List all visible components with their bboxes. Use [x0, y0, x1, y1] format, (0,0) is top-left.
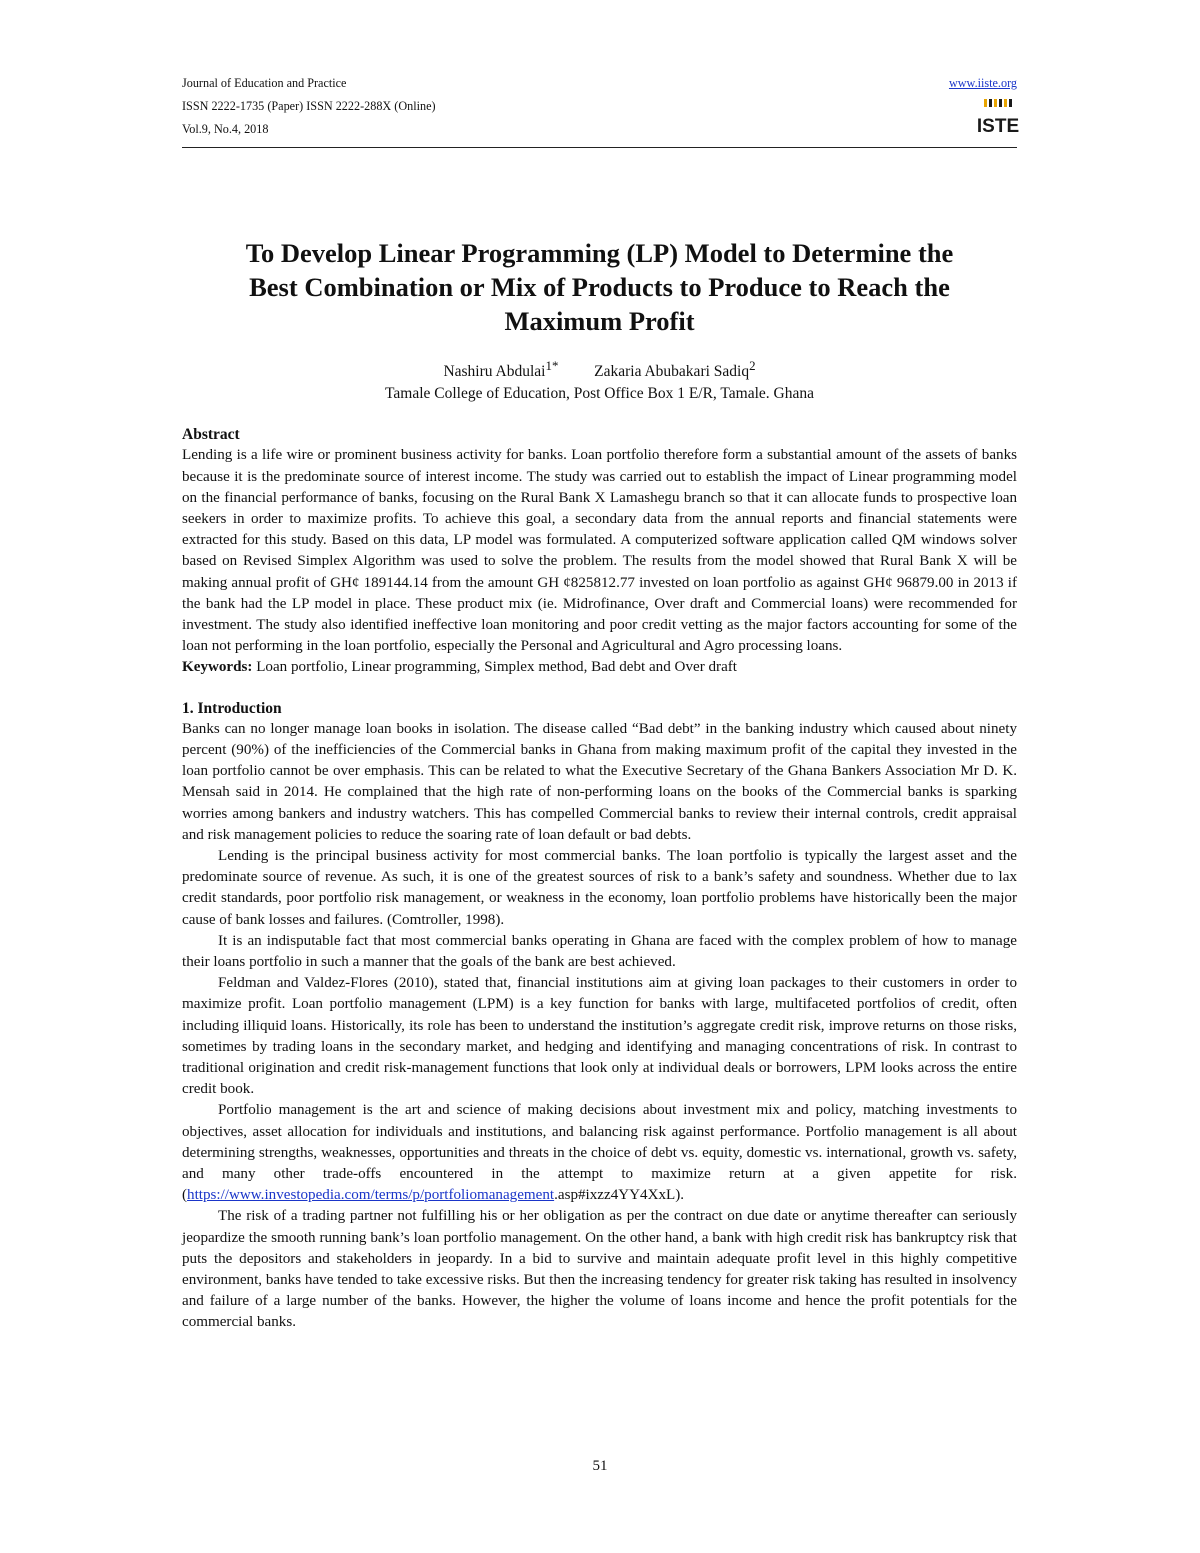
author-2-sup: 2	[749, 358, 756, 373]
intro-paragraph-5	[182, 1100, 1017, 1206]
journal-header	[182, 72, 1020, 144]
investopedia-link[interactable]: https://www.investopedia.com/terms/p/portfoliomanagement	[187, 1187, 555, 1204]
abstract-text: Lending is a life wire or prominent business activity for banks. Loan portfolio therefore form a substantial amount of the assets of banks because it is the predominate source of interest income. The study was carried out to establish the impact of Linear programming model on the financial performance of banks, focusing on the Rural Bank X Lamashegu branch so that it can allocate funds to prospective loan seekers in order to maximize profits. To achieve this goal, a secondary data from the annual reports and financial statements were extracted for this study. Based on this data, LP model was formulated. A computerized software application called QM windows solver based on Revised Simplex Algorithm was used to solve the problem. The results from the model showed that Rural Bank X will be making annual profit of GH¢ 189144.14 from the amount GH ¢825812.77 invested on loan portfolio as against GH¢ 96879.00 in 2013 if the bank had the LP model in place. These product mix (ie. Midrofinance, Over draft and Commercial loans) were recommended for investment. The study also identified ineffective loan monitoring and poor credit vetting as the major factors accounting for some of the loan not performing in the loan portfolio, especially the Personal and Agricultural and Agro processing loans.	[182, 447, 1017, 655]
journal-info	[182, 72, 436, 141]
intro-paragraph-2: Lending is the principal business activity for most commercial banks. The loan portfolio is typically the largest asset and the predominate source of revenue. As such, it is one of the greatest sources of risk to a bank’s safety and soundness. Whether due to lax credit standards, poor portfolio risk management, or weakness in the economy, loan portfolio problems have historically been the major cause of bank losses and failures. (Comtroller, 1998).	[182, 848, 1017, 928]
page-number: 51	[592, 1458, 608, 1474]
author-2: Zakaria Abubakari Sadiq	[594, 363, 750, 381]
affiliation: Tamale College of Education, Post Office Box 1 E/R, Tamale. Ghana	[385, 385, 814, 403]
intro-paragraph-5-text: Portfolio management is the art and science of making decisions about investment mix and policy, matching investments to objectives, asset allocation for individuals and institutions, and balancing risk against performance. Portfolio management is all about determining strengths, weaknesses, opportunities and threats in the choice of debt vs. equity, domestic vs. international, growth vs. safety, and many other trade-offs encountered in the attempt to maximize return at a given appetite for risk.	[182, 1102, 1017, 1183]
author-1-sup: 1*	[545, 358, 559, 373]
abstract-heading: Abstract	[182, 426, 240, 444]
journal-name: Journal of Education and Practice	[182, 76, 347, 90]
journal-url-link[interactable]: www.iiste.org	[948, 76, 1017, 90]
citation-tail: .asp#ixzz4YY4XxL).	[554, 1187, 685, 1204]
keywords-label: Keywords:	[182, 659, 253, 676]
header-rule	[182, 147, 1017, 148]
author-line	[182, 355, 1017, 383]
section-heading-introduction: 1. Introduction	[182, 699, 282, 717]
intro-paragraph-3: It is an indisputable fact that most commercial banks operating in Ghana are faced with the complex problem of how to manage their loans portfolio in such a manner that the goals of the bank are best achieved.	[182, 932, 1017, 971]
keywords-text: Loan portfolio, Linear programming, Simplex method, Bad debt and Over draft	[252, 659, 737, 676]
intro-paragraph-6: The risk of a trading partner not fulfilling his or her obligation as per the contract on due date or anytime thereafter can seriously jeopardize the smooth running bank’s loan portfolio management. On the other hand, a bank with high credit risk has bankruptcy risk that puts the depositors and stakeholders in jeopardy. In a bid to survive and maintain adequate profit level in this highly competitive environment, banks have tended to take excessive risks. But then the increasing tendency for greater risk taking has resulted in insolvency and failure of a large number of the banks. However, the higher the volume of loans income and hence the profit potentials for the commercial banks.	[182, 1208, 1017, 1331]
paper-page	[182, 72, 1020, 1334]
journal-issn: ISSN 2222-1735 (Paper) ISSN 2222-288X (Online)	[182, 99, 436, 113]
journal-volume: Vol.9, No.4, 2018	[182, 122, 269, 136]
intro-paragraph-1: Banks can no longer manage loan books in isolation. The disease called “Bad debt” in the banking industry which caused about ninety percent (90%) of the inefficiencies of the Commercial banks in Ghana from making maximum profit of the capital they invested in the loan portfolio cannot be over emphasis. This can be related to what the Executive Secretary of the Ghana Bankers Association Mr D. K. Mensah said in 2014. He complained that the high rate of non-performing loans on the books of the Commercial banks is sparking worries among bankers and industry watchers. This has compelled Commercial banks to review their internal controls, credit appraisal and risk management policies to reduce the soaring rate of loan default or bad debts.	[182, 720, 1017, 843]
keywords-line	[182, 657, 1017, 678]
citation-open: (	[182, 1187, 188, 1204]
paper-title: To Develop Linear Programming (LP) Model to Determine the Best Combination or Mix of Products to Produce to Reach the Maximum Profit	[245, 238, 954, 336]
iiste-logo-icon	[976, 98, 1020, 137]
intro-paragraph-4: Feldman and Valdez-Flores (2010), stated that, financial institutions aim at giving loan packages to their customers in order to maximize profit. Loan portfolio management (LPM) is a key function for banks with large, multifaceted portfolios of credit, often including illiquid loans. Historically, its role has been to understand the institution’s aggregate credit risk, improve returns on those risks, sometimes by trading loans in the secondary market, and hedging and identifying and managing concentrations of risk. In contrast to traditional origination and credit risk-management functions that look only at individual deals or borrowers, LPM looks across the entire credit book.	[182, 975, 1017, 1098]
svg-text:ISTE: ISTE	[976, 116, 1020, 137]
author-1: Nashiru Abdulai	[443, 363, 546, 381]
